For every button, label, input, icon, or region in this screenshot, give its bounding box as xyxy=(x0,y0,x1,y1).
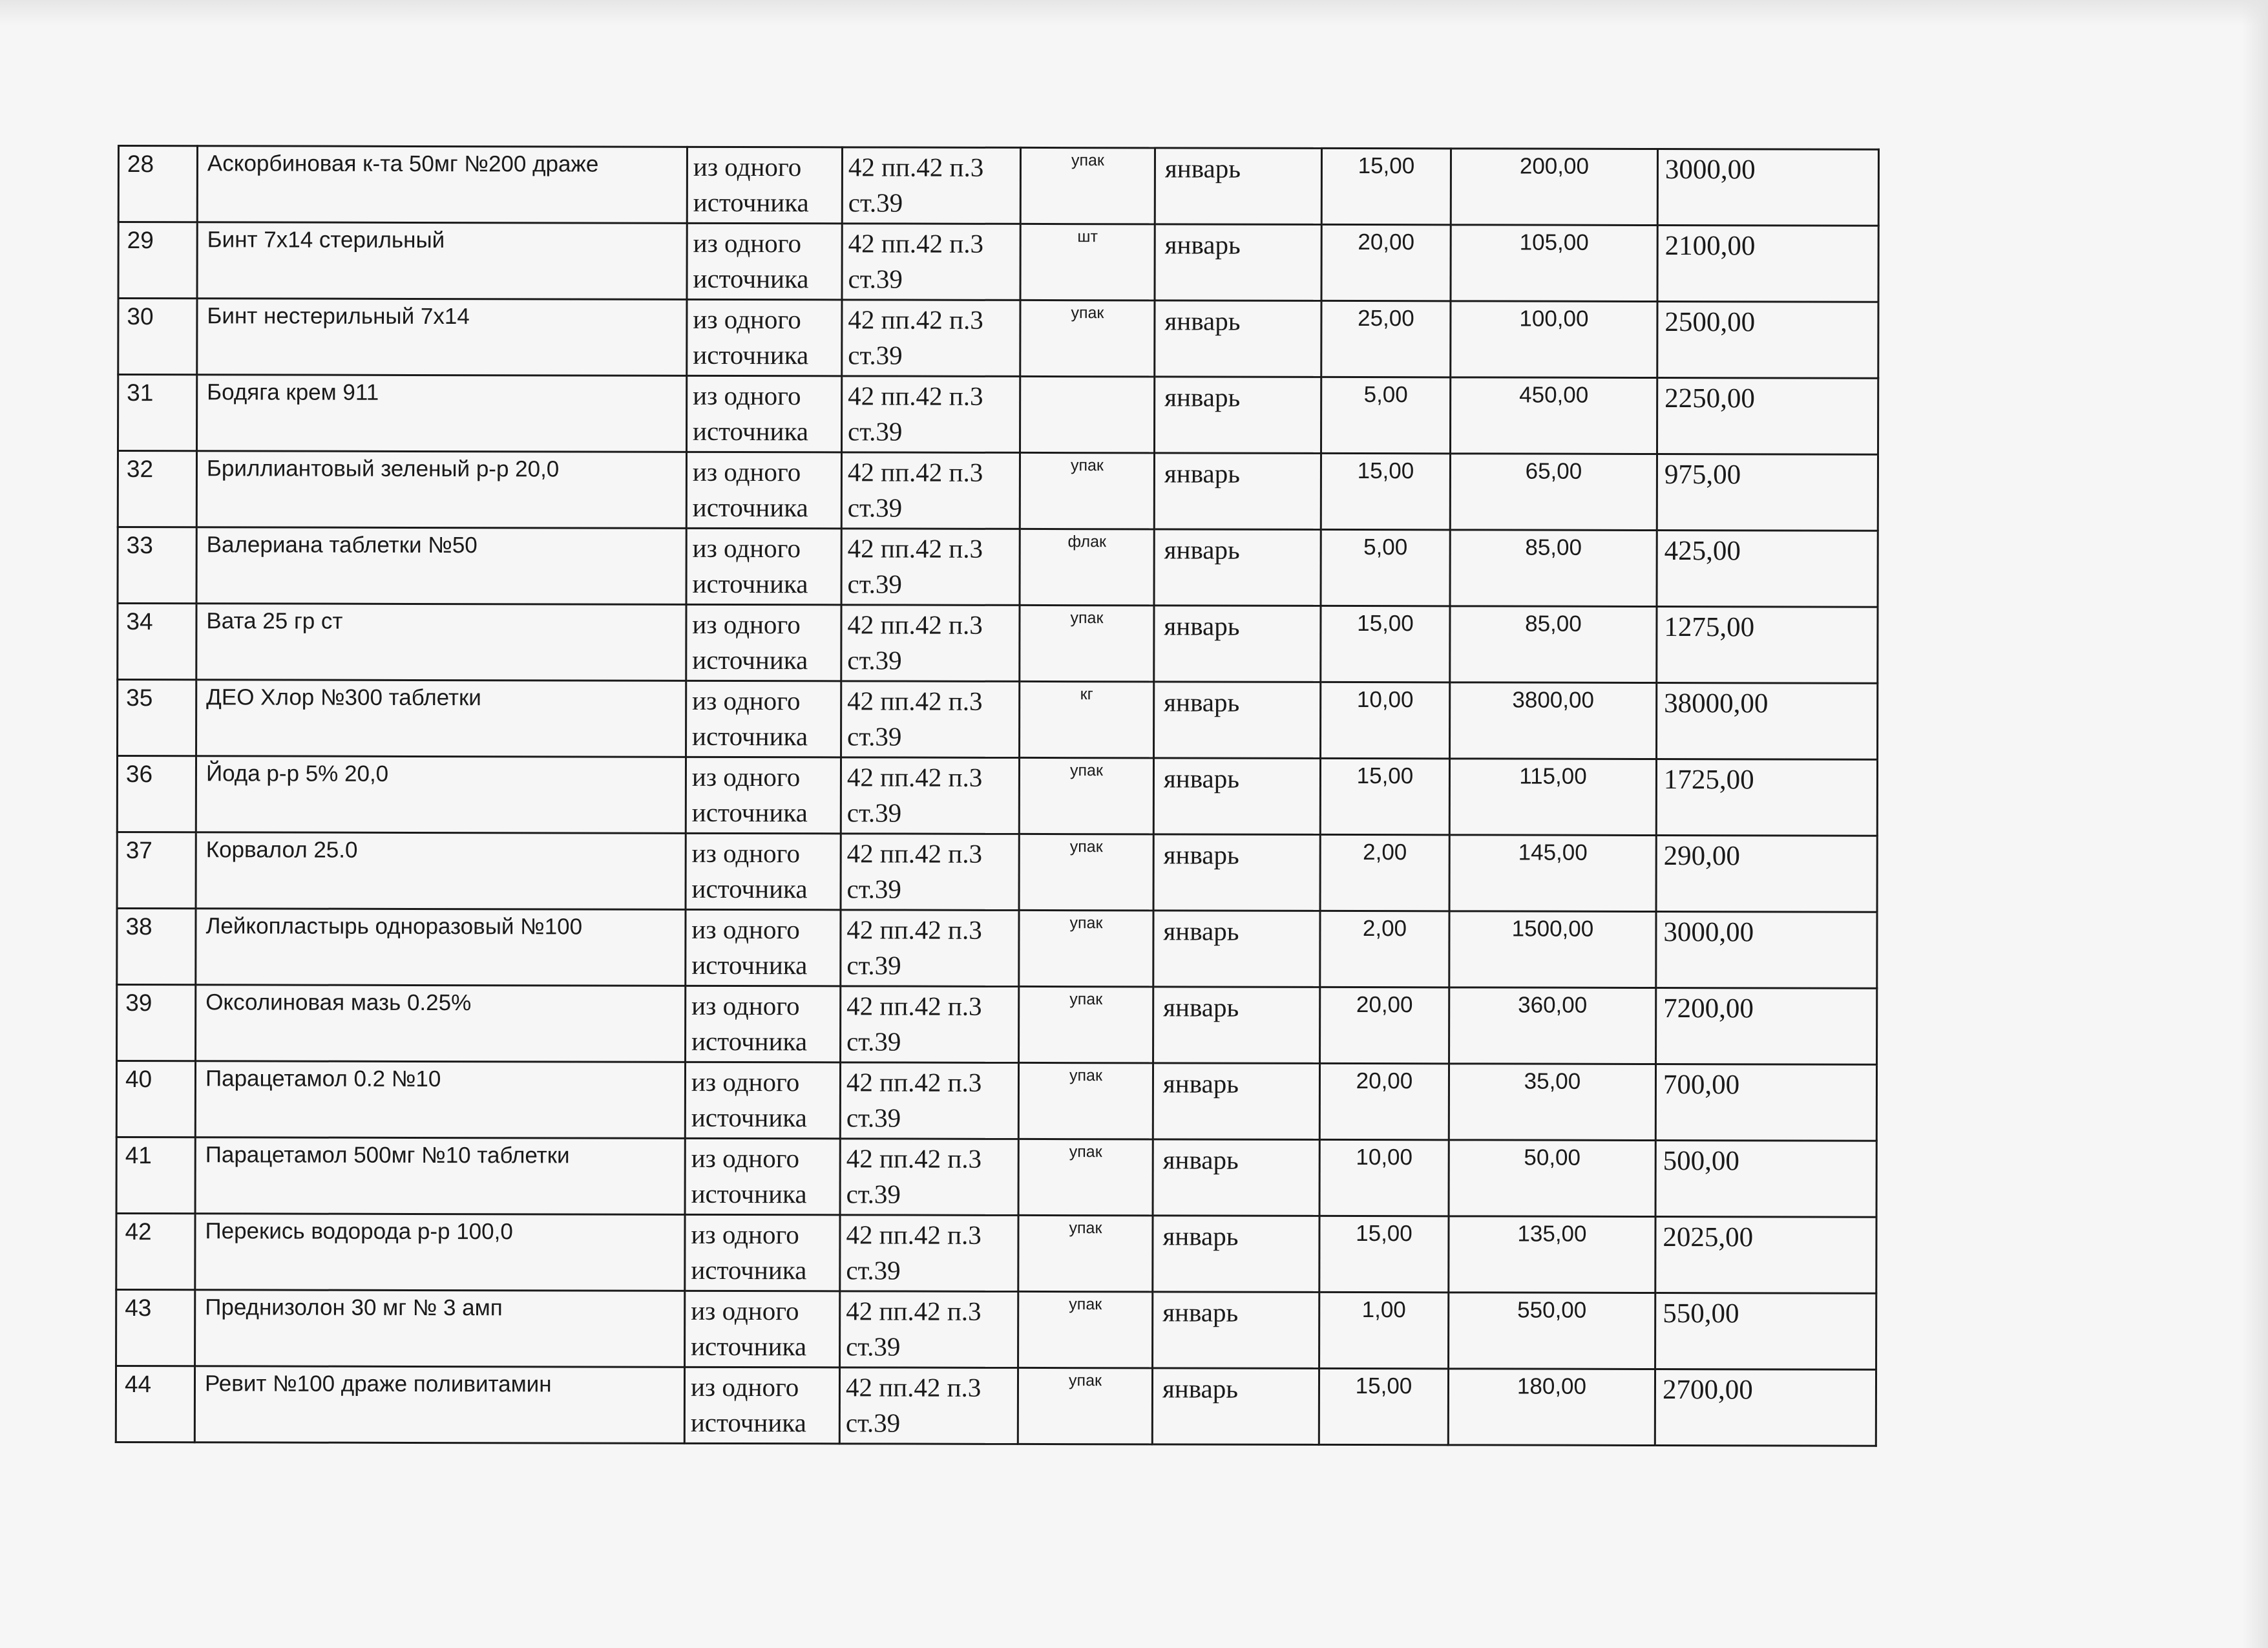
legal-reference: 42 пп.42 п.3 ст.39 xyxy=(841,452,1020,529)
procurement-method: из одного источника xyxy=(686,833,841,910)
quantity: 20,00 xyxy=(1320,987,1449,1063)
quantity: 10,00 xyxy=(1321,682,1450,758)
item-name: Валериана таблетки №50 xyxy=(196,527,686,605)
quantity: 15,00 xyxy=(1319,1216,1449,1292)
total-sum: 1275,00 xyxy=(1657,606,1878,683)
quantity: 15,00 xyxy=(1321,453,1450,529)
unit-price: 180,00 xyxy=(1448,1369,1655,1446)
legal-reference: 42 пп.42 п.3 ст.39 xyxy=(841,529,1020,606)
quantity: 5,00 xyxy=(1321,377,1451,453)
delivery-month: январь xyxy=(1152,1368,1319,1445)
total-sum: 425,00 xyxy=(1657,530,1878,607)
item-name: Аскорбиновая к-та 50мг №200 драже xyxy=(197,146,687,224)
item-name: Преднизолон 30 мг № 3 амп xyxy=(195,1290,685,1368)
delivery-month: январь xyxy=(1153,1292,1319,1369)
unit-price: 360,00 xyxy=(1449,988,1656,1064)
unit-of-measure: упак xyxy=(1020,300,1155,376)
unit-of-measure: упак xyxy=(1020,605,1154,681)
unit-price: 50,00 xyxy=(1449,1140,1655,1217)
row-number: 42 xyxy=(116,1213,195,1289)
table-row xyxy=(118,451,1878,531)
item-name: Корвалол 25.0 xyxy=(196,832,686,910)
table-row xyxy=(116,1061,1876,1141)
row-number: 35 xyxy=(118,680,196,756)
unit-price: 105,00 xyxy=(1451,225,1657,302)
legal-reference: 42 пп.42 п.3 ст.39 xyxy=(841,986,1019,1063)
item-name: Лейкопластырь одноразовый №100 xyxy=(196,909,686,986)
item-name: Парацетамол 500мг №10 таблетки xyxy=(195,1137,685,1215)
legal-reference: 42 пп.42 п.3 ст.39 xyxy=(840,1062,1018,1139)
delivery-month: январь xyxy=(1153,758,1320,835)
unit-of-measure: упак xyxy=(1018,1062,1153,1139)
unit-price: 200,00 xyxy=(1451,149,1657,226)
procurement-method: из одного источника xyxy=(686,604,841,681)
delivery-month: январь xyxy=(1153,987,1320,1064)
procurement-method: из одного источника xyxy=(685,1291,840,1368)
table-row xyxy=(117,832,1877,913)
table-row xyxy=(118,527,1878,607)
procurement-method: из одного источника xyxy=(685,1214,840,1291)
unit-price: 85,00 xyxy=(1450,606,1657,683)
unit-of-measure: упак xyxy=(1019,834,1153,910)
item-name: Бриллиантовый зеленый р-р 20,0 xyxy=(196,451,686,529)
row-number: 39 xyxy=(117,985,196,1061)
quantity: 15,00 xyxy=(1319,1368,1448,1444)
table-row xyxy=(116,1366,1876,1446)
delivery-month: январь xyxy=(1153,1139,1319,1216)
procurement-method: из одного источника xyxy=(687,375,842,452)
quantity: 25,00 xyxy=(1321,301,1451,377)
delivery-month: январь xyxy=(1155,301,1321,377)
total-sum: 500,00 xyxy=(1655,1140,1876,1217)
table-row xyxy=(118,299,1878,379)
item-name: Парацетамол 0.2 №10 xyxy=(195,1061,685,1139)
unit-of-measure: упак xyxy=(1018,1291,1153,1368)
item-name: Оксолиновая мазь 0.25% xyxy=(196,985,686,1062)
table-row xyxy=(117,909,1877,989)
procurement-table xyxy=(115,145,1880,1447)
item-name: Ревит №100 драже поливитамин xyxy=(194,1366,684,1444)
total-sum: 3000,00 xyxy=(1656,911,1877,988)
procurement-method: из одного источника xyxy=(686,452,841,529)
row-number: 38 xyxy=(117,909,196,985)
legal-reference: 42 пп.42 п.3 ст.39 xyxy=(841,757,1019,834)
delivery-month: январь xyxy=(1155,224,1321,301)
table-row xyxy=(118,604,1878,684)
table-row xyxy=(118,680,1878,760)
delivery-month: январь xyxy=(1154,453,1321,530)
legal-reference: 42 пп.42 п.3 ст.39 xyxy=(840,1291,1018,1368)
unit-price: 35,00 xyxy=(1449,1064,1655,1141)
table-body xyxy=(116,146,1878,1446)
procurement-method: из одного источника xyxy=(687,223,842,300)
procurement-method: из одного источника xyxy=(686,528,841,605)
legal-reference: 42 пп.42 п.3 ст.39 xyxy=(842,376,1020,453)
row-number: 41 xyxy=(116,1137,195,1213)
legal-reference: 42 пп.42 п.3 ст.39 xyxy=(842,300,1020,377)
quantity: 2,00 xyxy=(1320,911,1449,987)
table-row xyxy=(117,756,1877,836)
legal-reference: 42 пп.42 п.3 ст.39 xyxy=(842,147,1020,224)
delivery-month: январь xyxy=(1155,148,1321,225)
legal-reference: 42 пп.42 п.3 ст.39 xyxy=(842,224,1020,301)
table-row xyxy=(118,375,1878,455)
row-number: 32 xyxy=(118,451,196,527)
scan-shadow-top xyxy=(0,0,2268,26)
table-row xyxy=(116,1289,1876,1369)
unit-of-measure: упак xyxy=(1018,1139,1153,1215)
unit-price: 450,00 xyxy=(1451,377,1657,454)
legal-reference: 42 пп.42 п.3 ст.39 xyxy=(841,910,1019,987)
row-number: 29 xyxy=(118,222,197,299)
delivery-month: январь xyxy=(1155,377,1321,454)
row-number: 43 xyxy=(116,1289,195,1366)
quantity: 1,00 xyxy=(1319,1292,1449,1368)
item-name: Бинт нестерильный 7х14 xyxy=(197,299,687,376)
unit-price: 550,00 xyxy=(1449,1293,1655,1369)
procurement-method: из одного источника xyxy=(686,909,841,986)
table-row xyxy=(117,985,1877,1065)
quantity: 10,00 xyxy=(1319,1139,1449,1216)
scan-shadow-right xyxy=(2242,0,2268,1648)
legal-reference: 42 пп.42 п.3 ст.39 xyxy=(840,1139,1018,1216)
total-sum: 975,00 xyxy=(1657,454,1878,531)
table-row xyxy=(116,1137,1876,1217)
table-row xyxy=(118,146,1878,226)
unit-of-measure: упак xyxy=(1019,986,1153,1062)
legal-reference: 42 пп.42 п.3 ст.39 xyxy=(841,681,1020,758)
item-name: Бинт 7х14 стерильный xyxy=(197,222,687,300)
unit-of-measure: упак xyxy=(1019,910,1153,986)
total-sum: 700,00 xyxy=(1655,1064,1876,1141)
unit-of-measure xyxy=(1020,376,1155,452)
row-number: 28 xyxy=(118,146,197,222)
unit-of-measure: упак xyxy=(1020,147,1155,224)
quantity: 15,00 xyxy=(1320,758,1449,834)
row-number: 34 xyxy=(118,604,196,680)
item-name: Йода р-р 5% 20,0 xyxy=(196,756,686,834)
unit-price: 85,00 xyxy=(1450,530,1657,607)
quantity: 20,00 xyxy=(1319,1063,1449,1139)
delivery-month: январь xyxy=(1153,1216,1319,1293)
procurement-method: из одного источника xyxy=(686,681,841,757)
quantity: 15,00 xyxy=(1321,148,1451,224)
table-row xyxy=(116,1213,1876,1293)
table-row xyxy=(118,222,1878,302)
unit-of-measure: упак xyxy=(1020,452,1154,529)
item-name: Бодяга крем 911 xyxy=(197,375,687,452)
quantity: 5,00 xyxy=(1321,529,1450,606)
unit-price: 100,00 xyxy=(1451,301,1657,378)
unit-price: 135,00 xyxy=(1449,1216,1655,1293)
total-sum: 2250,00 xyxy=(1657,377,1878,454)
procurement-method: из одного источника xyxy=(685,1138,840,1215)
quantity: 20,00 xyxy=(1321,224,1451,301)
legal-reference: 42 пп.42 п.3 ст.39 xyxy=(840,1215,1018,1292)
row-number: 40 xyxy=(116,1061,195,1137)
unit-of-measure: упак xyxy=(1018,1368,1152,1444)
unit-of-measure: флак xyxy=(1020,529,1154,605)
unit-price: 65,00 xyxy=(1450,454,1657,531)
total-sum: 1725,00 xyxy=(1656,759,1877,836)
legal-reference: 42 пп.42 п.3 ст.39 xyxy=(839,1368,1018,1444)
total-sum: 7200,00 xyxy=(1656,988,1877,1064)
unit-of-measure: упак xyxy=(1018,1215,1153,1291)
row-number: 31 xyxy=(118,375,197,451)
item-name: Вата 25 гр ст xyxy=(196,604,686,681)
unit-price: 1500,00 xyxy=(1449,911,1656,988)
total-sum: 2500,00 xyxy=(1657,301,1878,378)
procurement-method: из одного источника xyxy=(687,299,842,376)
row-number: 33 xyxy=(118,527,196,604)
procurement-method: из одного источника xyxy=(685,1062,840,1139)
quantity: 15,00 xyxy=(1321,606,1450,682)
unit-of-measure: упак xyxy=(1019,757,1153,834)
quantity: 2,00 xyxy=(1320,834,1449,911)
unit-of-measure: кг xyxy=(1020,681,1154,757)
row-number: 44 xyxy=(116,1366,194,1442)
unit-price: 145,00 xyxy=(1449,835,1656,912)
unit-price: 3800,00 xyxy=(1450,682,1657,759)
total-sum: 2700,00 xyxy=(1655,1369,1876,1446)
total-sum: 38000,00 xyxy=(1657,682,1878,759)
unit-price: 115,00 xyxy=(1449,759,1656,836)
total-sum: 290,00 xyxy=(1656,835,1877,912)
total-sum: 550,00 xyxy=(1655,1293,1876,1369)
total-sum: 3000,00 xyxy=(1657,149,1878,226)
row-number: 37 xyxy=(117,832,196,909)
delivery-month: январь xyxy=(1154,682,1321,759)
unit-of-measure: шт xyxy=(1020,224,1155,300)
procurement-method: из одного источника xyxy=(684,1367,839,1444)
row-number: 30 xyxy=(118,299,197,375)
procurement-method: из одного источника xyxy=(686,757,841,834)
delivery-month: январь xyxy=(1154,606,1321,682)
item-name: ДЕО Хлор №300 таблетки xyxy=(196,680,686,757)
delivery-month: январь xyxy=(1153,834,1320,911)
delivery-month: январь xyxy=(1153,911,1320,988)
procurement-method: из одного источника xyxy=(687,147,842,224)
legal-reference: 42 пп.42 п.3 ст.39 xyxy=(841,834,1019,911)
total-sum: 2025,00 xyxy=(1655,1216,1876,1293)
procurement-method: из одного источника xyxy=(686,986,841,1062)
total-sum: 2100,00 xyxy=(1657,225,1878,302)
delivery-month: январь xyxy=(1153,1063,1319,1140)
item-name: Перекись водорода р-р 100,0 xyxy=(195,1214,685,1291)
legal-reference: 42 пп.42 п.3 ст.39 xyxy=(841,605,1020,682)
row-number: 36 xyxy=(117,756,196,832)
delivery-month: январь xyxy=(1154,529,1321,606)
